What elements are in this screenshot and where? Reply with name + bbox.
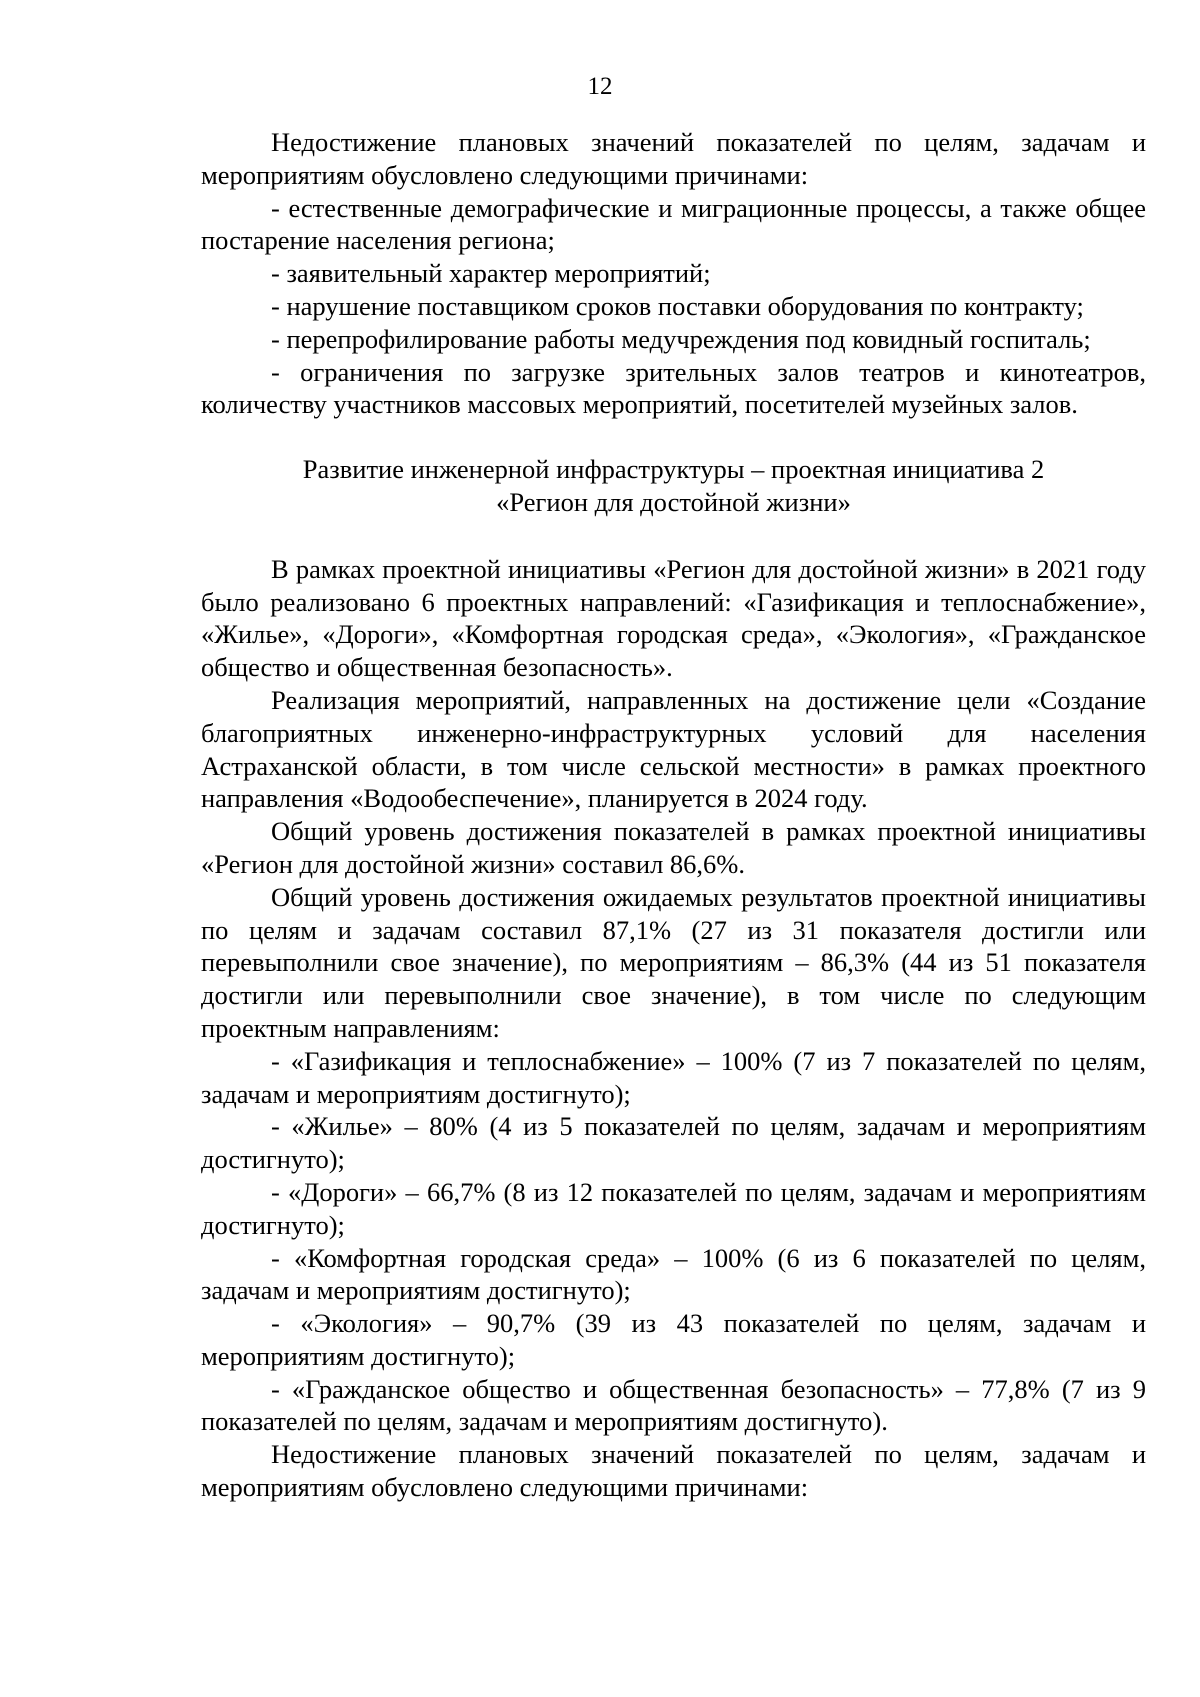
list-item: - «Комфортная городская среда» – 100% (6 из 6 показателей по целям, задачам и мероприятиям достигнуто); (201, 1242, 1146, 1306)
list-item: - перепрофилирование работы медучреждения под ковидный госпиталь; (271, 323, 1091, 354)
section-heading-line-2: «Регион для достойной жизни» (496, 486, 851, 517)
list-item: - «Жилье» – 80% (4 из 5 показателей по целям, задачам и мероприятиям достигнуто); (201, 1111, 1146, 1175)
page-number: 12 (587, 73, 613, 100)
paragraph: Недостижение плановых значений показателей по целям, задачам и мероприятиям обусловлено следующими причинами: (201, 127, 1146, 190)
paragraph: В рамках проектной инициативы «Регион для достойной жизни» в 2021 году было реализовано 6 проектных направлений: «Газификация и теплоснабжение», «Жилье», «Дороги», «Комфортная городская среда», «Экология», «Гражданское общество и общественная безопасность». (201, 553, 1146, 683)
list-item: - ограничения по загрузке зрительных залов театров и кинотеатров, количеству участников массовых мероприятий, посетителей музейных залов. (201, 356, 1146, 420)
document-body (201, 126, 1146, 1504)
paragraph: Общий уровень достижения показателей в рамках проектной инициативы «Регион для достойной жизни» составил 86,6%. (201, 816, 1146, 879)
paragraph: Общий уровень достижения ожидаемых результатов проектной инициативы по целям и задачам составил 87,1% (27 из 31 показателя достигли или перевыполнили свое значение), по мероприятиям – 86,3% (44 из 51 показателя достигли или перевыполнили свое значение), в том числе по следующим проектным направлениям: (201, 881, 1146, 1043)
list-item: - «Дороги» – 66,7% (8 из 12 показателей по целям, задачам и мероприятиям достигнуто); (201, 1176, 1146, 1240)
paragraph: Реализация мероприятий, направленных на достижение цели «Создание благоприятных инженерно-инфраструктурных условий для населения Астраханской области, в том числе сельской местности» в рамках проектного направления «Водообеспечение», планируется в 2024 году. (201, 684, 1146, 814)
paragraph: Недостижение плановых значений показателей по целям, задачам и мероприятиям обусловлено следующими причинами: (201, 1439, 1146, 1503)
section-heading (201, 453, 1146, 519)
list-item: - «Гражданское общество и общественная безопасность» – 77,8% (7 из 9 показателей по целям, задачам и мероприятиям достигнуто). (201, 1373, 1146, 1437)
top-section (201, 126, 1146, 421)
list-item: - заявительный характер мероприятий; (271, 258, 711, 289)
list-item: - «Экология» – 90,7% (39 из 43 показателей по целям, задачам и мероприятиям достигнуто); (201, 1308, 1146, 1371)
bottom-section (201, 553, 1146, 1504)
list-item: - нарушение поставщиком сроков поставки оборудования по контракту; (271, 290, 1084, 321)
list-item: - «Газификация и теплоснабжение» – 100% (7 из 7 показателей по целям, задачам и мероприятиям достигнуто); (201, 1045, 1146, 1109)
list-item: - естественные демографические и миграционные процессы, а также общее постарение населения региона; (201, 192, 1146, 256)
section-heading-line-1: Развитие инженерной инфраструктуры – проектная инициатива 2 (302, 454, 1045, 485)
